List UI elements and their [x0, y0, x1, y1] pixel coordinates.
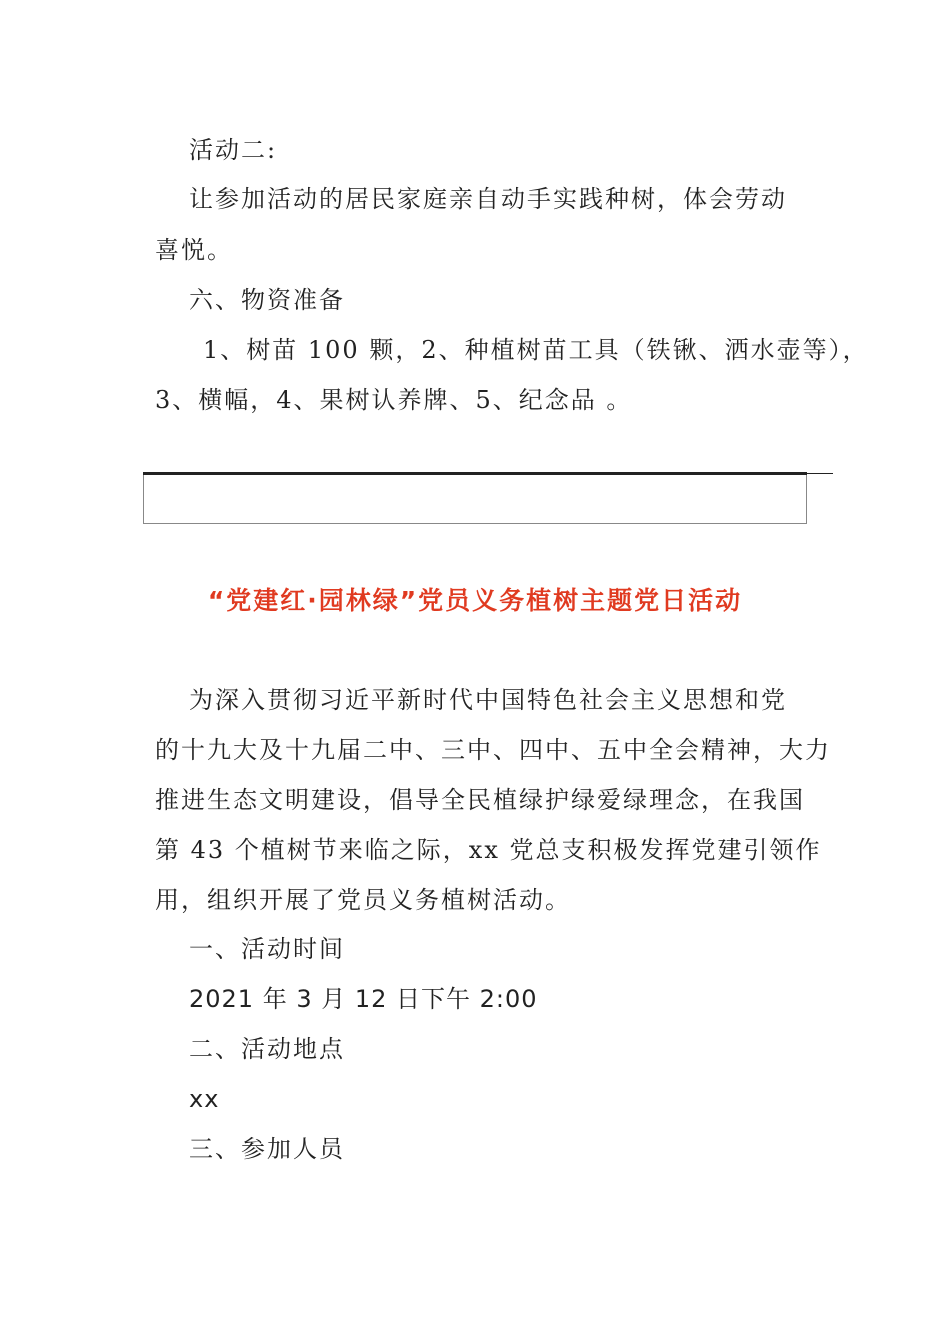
place-value: xx	[189, 1085, 220, 1113]
intro-line-2: 的十九大及十九届二中、三中、四中、五中全会精神，大力	[155, 736, 831, 764]
intro-line-3: 推进生态文明建设，倡导全民植绿护绿爱绿理念，在我国	[155, 786, 805, 814]
materials-line2: 3、横幅，4、果树认养牌、5、纪念品 。	[155, 386, 633, 414]
section2-heading: 二、活动地点	[189, 1035, 345, 1063]
activity2-text-line1: 让参加活动的居民家庭亲自动手实践种树，体会劳动	[189, 185, 787, 213]
activity2-heading: 活动二:	[189, 136, 278, 164]
section1-heading: 一、活动时间	[189, 935, 345, 963]
divider-rule-extension	[807, 473, 833, 474]
intro-line-4: 第 43 个植树节来临之际，xx 党总支积极发挥党建引领作	[155, 836, 822, 864]
section3-heading: 三、参加人员	[189, 1135, 345, 1163]
article-title: “党建红·园林绿”党员义务植树主题党日活动	[207, 586, 743, 615]
section6-heading: 六、物资准备	[189, 286, 345, 314]
intro-line-1: 为深入贯彻习近平新时代中国特色社会主义思想和党	[189, 686, 787, 714]
materials-line1: 1、树苗 100 颗，2、种植树苗工具（铁锹、洒水壶等），	[203, 336, 869, 364]
activity2-text-line2: 喜悦。	[155, 236, 233, 264]
intro-line-5: 用，组织开展了党员义务植树活动。	[155, 886, 571, 914]
time-value: 2021 年 3 月 12 日下午 2:00	[189, 985, 538, 1013]
empty-frame-box	[143, 475, 807, 524]
